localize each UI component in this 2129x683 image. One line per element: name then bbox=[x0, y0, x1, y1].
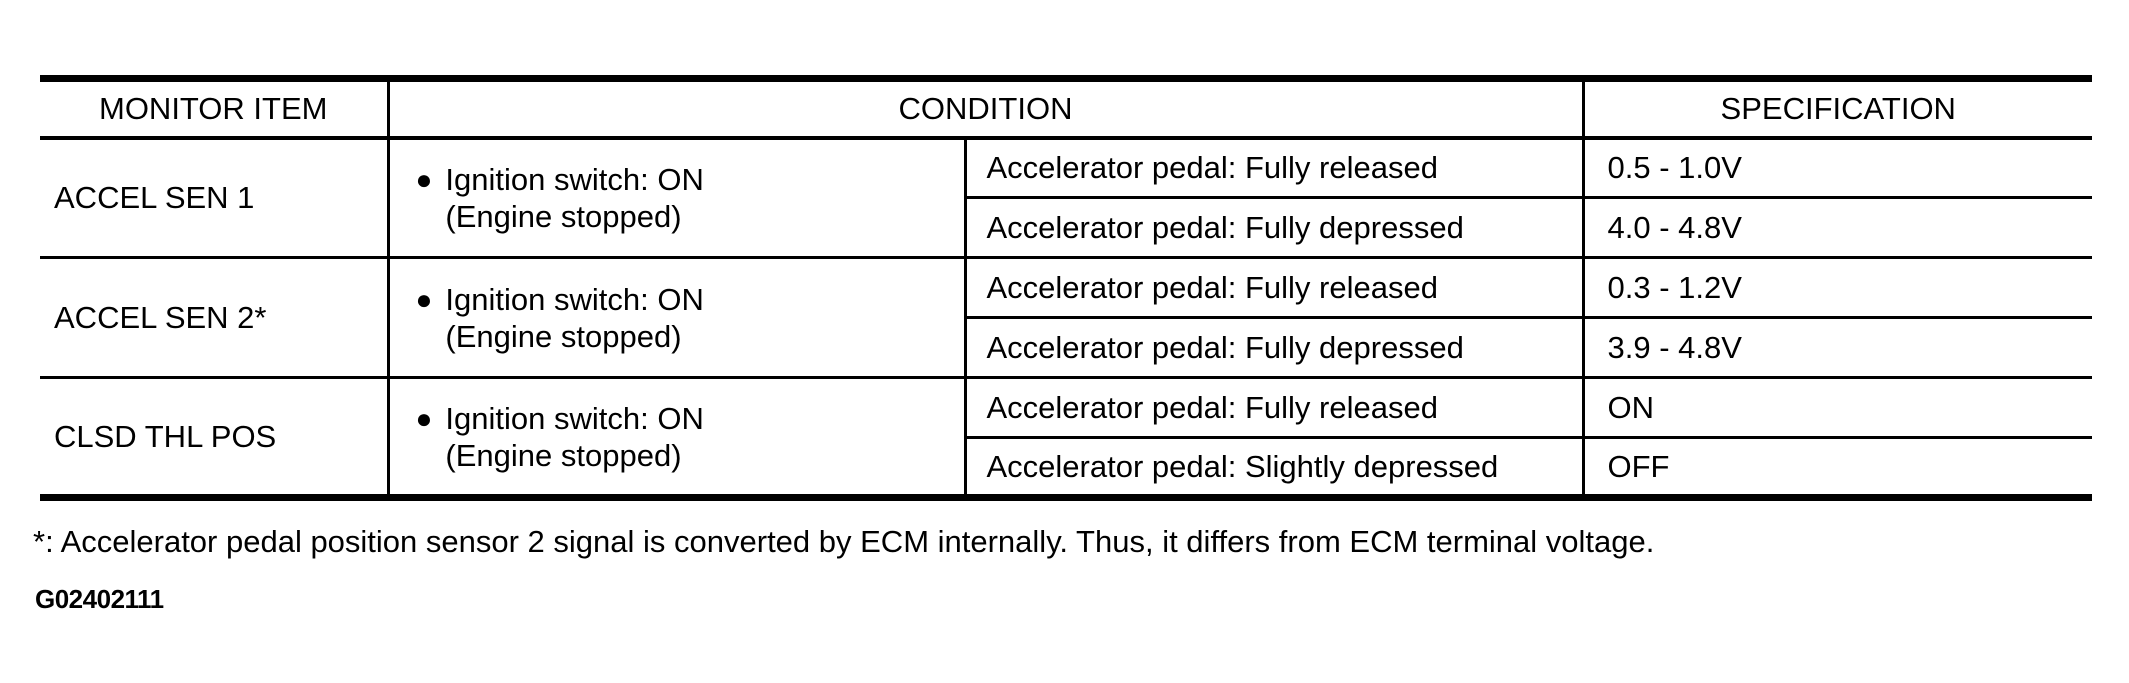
condition-line-1: Ignition switch: ON bbox=[445, 161, 704, 197]
bullet-icon: ● bbox=[415, 283, 433, 315]
bullet-icon: ● bbox=[415, 402, 433, 434]
table-row bbox=[40, 138, 2092, 198]
table-row bbox=[40, 378, 2092, 438]
footnote: *: Accelerator pedal position sensor 2 signal is converted by ECM internally. Thus, it differs from ECM terminal voltage. bbox=[33, 524, 1655, 559]
condition-line-1: Ignition switch: ON bbox=[445, 281, 704, 317]
condition-subcell: Accelerator pedal: Fully released bbox=[965, 378, 1583, 438]
condition-lines bbox=[445, 161, 703, 235]
condition-content bbox=[416, 281, 964, 355]
figure-id: G02402111 bbox=[35, 584, 164, 614]
table-header-row bbox=[40, 79, 2092, 138]
specification-cell: 3.9 - 4.8V bbox=[1583, 318, 2092, 378]
monitor-item-cell: CLSD THL POS bbox=[40, 378, 388, 498]
specification-cell: ON bbox=[1583, 378, 2092, 438]
specification-cell: 0.3 - 1.2V bbox=[1583, 258, 2092, 318]
monitor-item-cell: ACCEL SEN 2* bbox=[40, 258, 388, 378]
table-row bbox=[40, 258, 2092, 318]
specification-cell: OFF bbox=[1583, 438, 2092, 498]
condition-subcell: Accelerator pedal: Fully depressed bbox=[965, 318, 1583, 378]
condition-content bbox=[416, 161, 964, 235]
condition-subcell: Accelerator pedal: Fully depressed bbox=[965, 198, 1583, 258]
monitor-item-cell: ACCEL SEN 1 bbox=[40, 138, 388, 258]
condition-subcell: Accelerator pedal: Fully released bbox=[965, 138, 1583, 198]
condition-line-2: (Engine stopped) bbox=[445, 437, 682, 473]
condition-cell bbox=[388, 138, 965, 258]
condition-content bbox=[416, 400, 964, 474]
condition-line-1: Ignition switch: ON bbox=[445, 400, 704, 436]
condition-subcell: Accelerator pedal: Fully released bbox=[965, 258, 1583, 318]
column-header-specification: SPECIFICATION bbox=[1583, 79, 2092, 138]
condition-line-2: (Engine stopped) bbox=[445, 318, 682, 354]
condition-lines bbox=[445, 400, 703, 474]
condition-lines bbox=[445, 281, 703, 355]
column-header-condition: CONDITION bbox=[388, 79, 1583, 138]
bullet-icon: ● bbox=[415, 163, 433, 195]
condition-subcell: Accelerator pedal: Slightly depressed bbox=[965, 438, 1583, 498]
condition-cell bbox=[388, 378, 965, 498]
condition-line-2: (Engine stopped) bbox=[445, 198, 682, 234]
monitor-spec-table bbox=[40, 75, 2092, 501]
specification-cell: 0.5 - 1.0V bbox=[1583, 138, 2092, 198]
condition-cell bbox=[388, 258, 965, 378]
column-header-monitor-item: MONITOR ITEM bbox=[40, 79, 388, 138]
specification-cell: 4.0 - 4.8V bbox=[1583, 198, 2092, 258]
